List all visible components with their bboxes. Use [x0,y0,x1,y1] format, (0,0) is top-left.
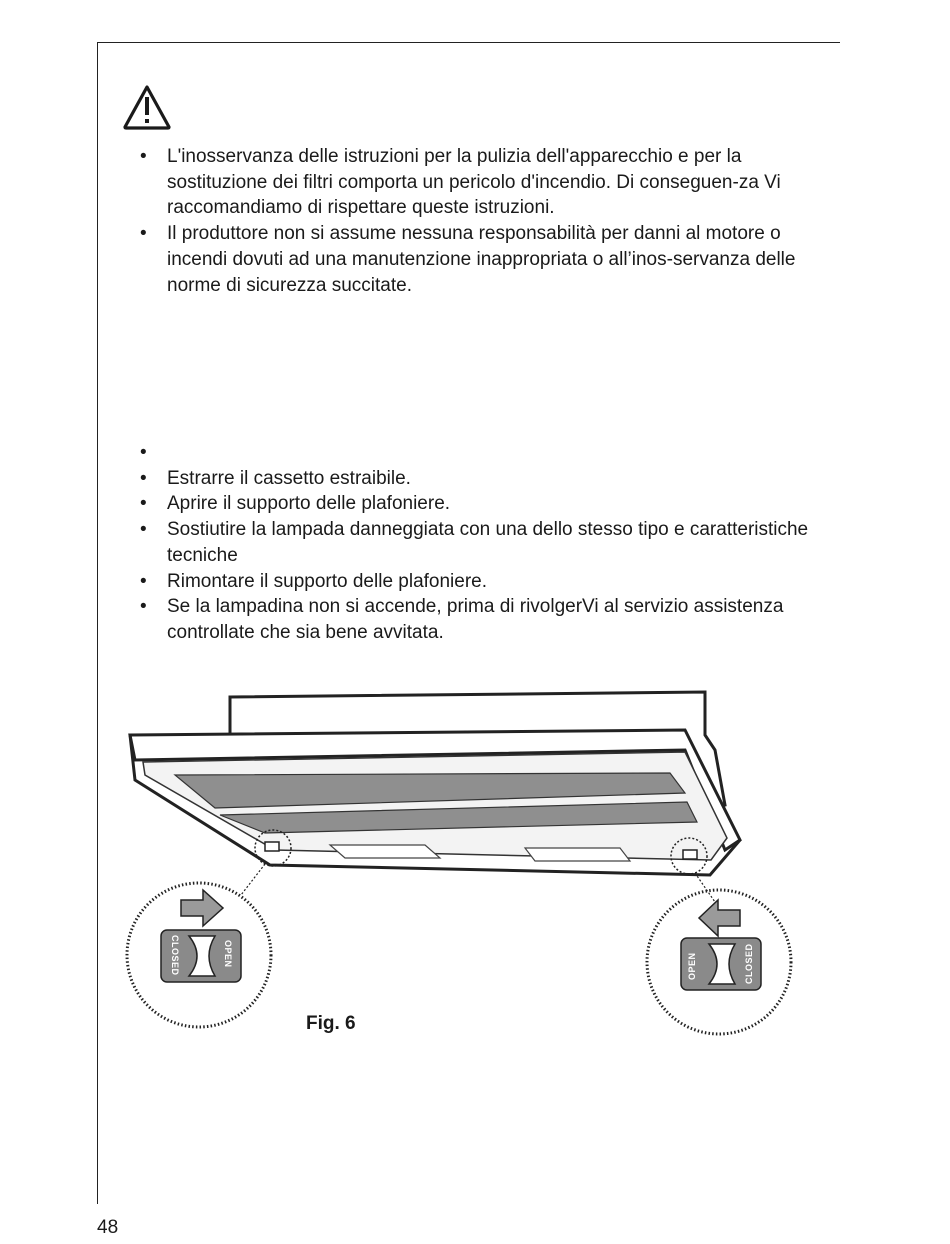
figure-caption: Fig. 6 [306,1013,356,1034]
warning-list [140,144,820,298]
arrow-left-icon [699,900,740,936]
switch-label-open: OPEN [687,952,697,980]
switch-label-open: OPEN [223,940,233,968]
warning-triangle-icon [122,84,172,130]
list-item: • Il produttore non si assume nessuna responsabilità per danni al motore o incendi dovuti ad una manutenzione inappropriata o all’inos-servanza delle norme di sicurezza succitate. [140,221,820,298]
list-item: • Sostiutire la lampada danneggiata con una dello stesso tipo e caratteristiche tecniche [140,517,820,568]
list-item [140,440,820,466]
list-item: • L'inosservanza delle istruzioni per la pulizia dell'apparecchio e per la sostituzione dei filtri comporta un pericolo d'incendio. Di conseguen-za Vi raccomandiamo di rispettare queste istruzioni. [140,144,820,221]
lamp-replacement-list [140,440,820,646]
list-item: • Aprire il supporto delle plafoniere. [140,491,820,517]
list-item: • Se la lampadina non si accende, prima di rivolgerVi al servizio assistenza controllate che sia bene avvitata. [140,594,820,645]
switch-label-closed: CLOSED [744,943,754,984]
page-frame-left [97,42,98,1204]
arrow-right-icon [181,890,223,926]
hood-illustration [115,690,805,1050]
list-item: • Estrarre il cassetto estraibile. [140,466,820,492]
list-item: • Rimontare il supporto delle plafoniere. [140,569,820,595]
switch-label-closed: CLOSED [170,935,180,976]
page-number: 48 [97,1217,119,1238]
page-frame-top [97,42,840,43]
